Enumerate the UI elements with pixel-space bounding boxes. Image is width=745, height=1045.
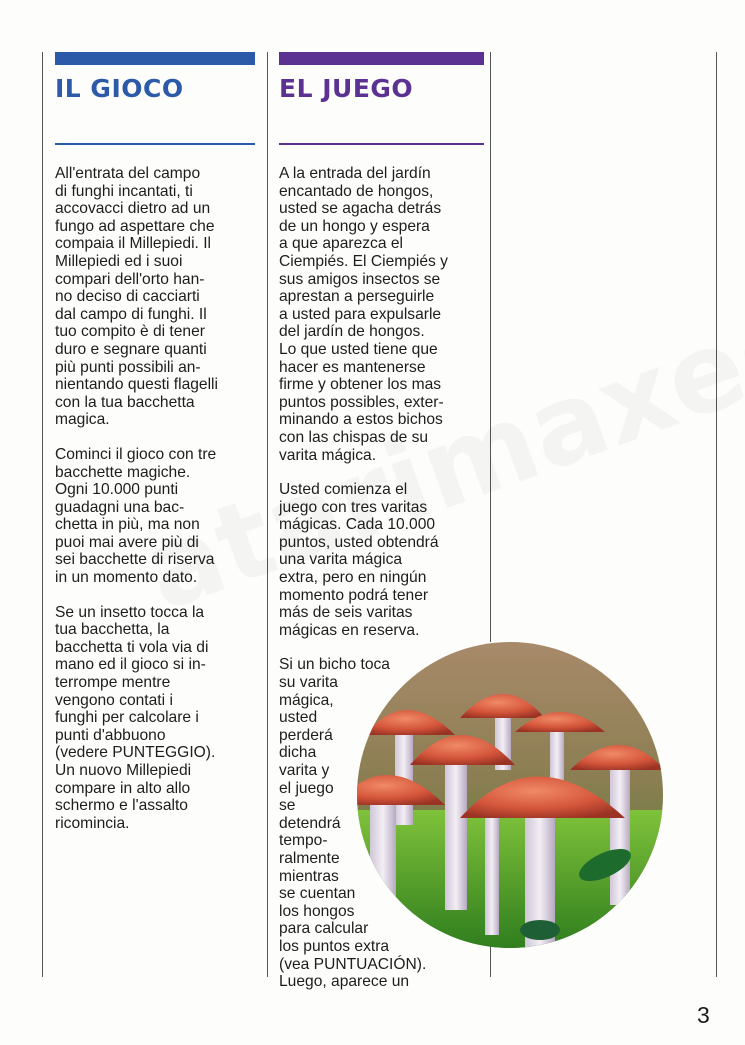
italian-column bbox=[55, 52, 255, 832]
column-rule-left bbox=[42, 52, 43, 977]
page-number: 3 bbox=[697, 1002, 710, 1028]
italian-heading: IL GIOCO bbox=[55, 74, 184, 103]
italian-paragraph-2: Cominci il gioco con tre bacchette magiche. Ogni 10.000 punti guadagni una bac- chetta in più, ma non puoi mai avere più di sei bacchette di riserva in un momento dato. bbox=[55, 445, 217, 587]
spanish-heading-rule bbox=[279, 143, 484, 145]
spanish-heading-bar bbox=[279, 52, 484, 65]
italian-heading-rule bbox=[55, 143, 255, 145]
spanish-paragraph-3: Si un bicho toca su varita mágica, usted perderá dicha varita y el juego se detendrá tempo- ralmente mientras se cuentan los hongos para calcular los puntos extra (vea PUNTUACIÓN). Luego, aparece un bbox=[279, 656, 427, 991]
italian-paragraph-1: All'entrata del campo di funghi incantati, ti accovacci dietro ad un fungo ad aspettare che compaia il Millepiedi. Il Millepiedi ed i suoi compari dell'orto han- no deciso di cacciarti dal campo di funghi. Il tuo compito è di tener duro e segnare quanti più punti possibili an- nientando questi flagelli con la tua bacchetta magica. bbox=[55, 165, 218, 429]
spanish-column bbox=[279, 52, 484, 991]
italian-paragraph-3: Se un insetto tocca la tua bacchetta, la bacchetta ti vola via di mano ed il gioco si in- terrompe mentre vengono contati i funghi per calcolare i punti d'abbuono (vedere PUNTEGGIO). Un nuovo Millepiedi compare in alto allo schermo e l'assalto ricomincia. bbox=[55, 603, 216, 832]
column-rule-right-inner bbox=[490, 52, 491, 642]
spanish-paragraph-1: A la entrada del jardín encantado de hongos, usted se agacha detrás de un hongo y espera a que aparezca el Ciempiés. El Ciempiés y sus amigos insectos se aprestan a perseguirle a usted para expulsarle del jardín de hongos. Lo que usted tiene que hacer es mantenerse firme y obtener los mas puntos possibles, exter- minando a estos bichos con las chispas de su varita mágica. bbox=[279, 165, 448, 464]
column-rule-middle bbox=[267, 52, 268, 977]
column-rule-far-right bbox=[716, 52, 717, 977]
spanish-heading: EL JUEGO bbox=[279, 74, 414, 103]
spanish-paragraph-2: Usted comienza el juego con tres varitas mágicas. Cada 10.000 puntos, usted obtendrá una varita mágica extra, pero en ningún momento podrá tener más de seis varitas mágicas en reserva. bbox=[279, 481, 439, 639]
italian-heading-bar bbox=[55, 52, 255, 65]
